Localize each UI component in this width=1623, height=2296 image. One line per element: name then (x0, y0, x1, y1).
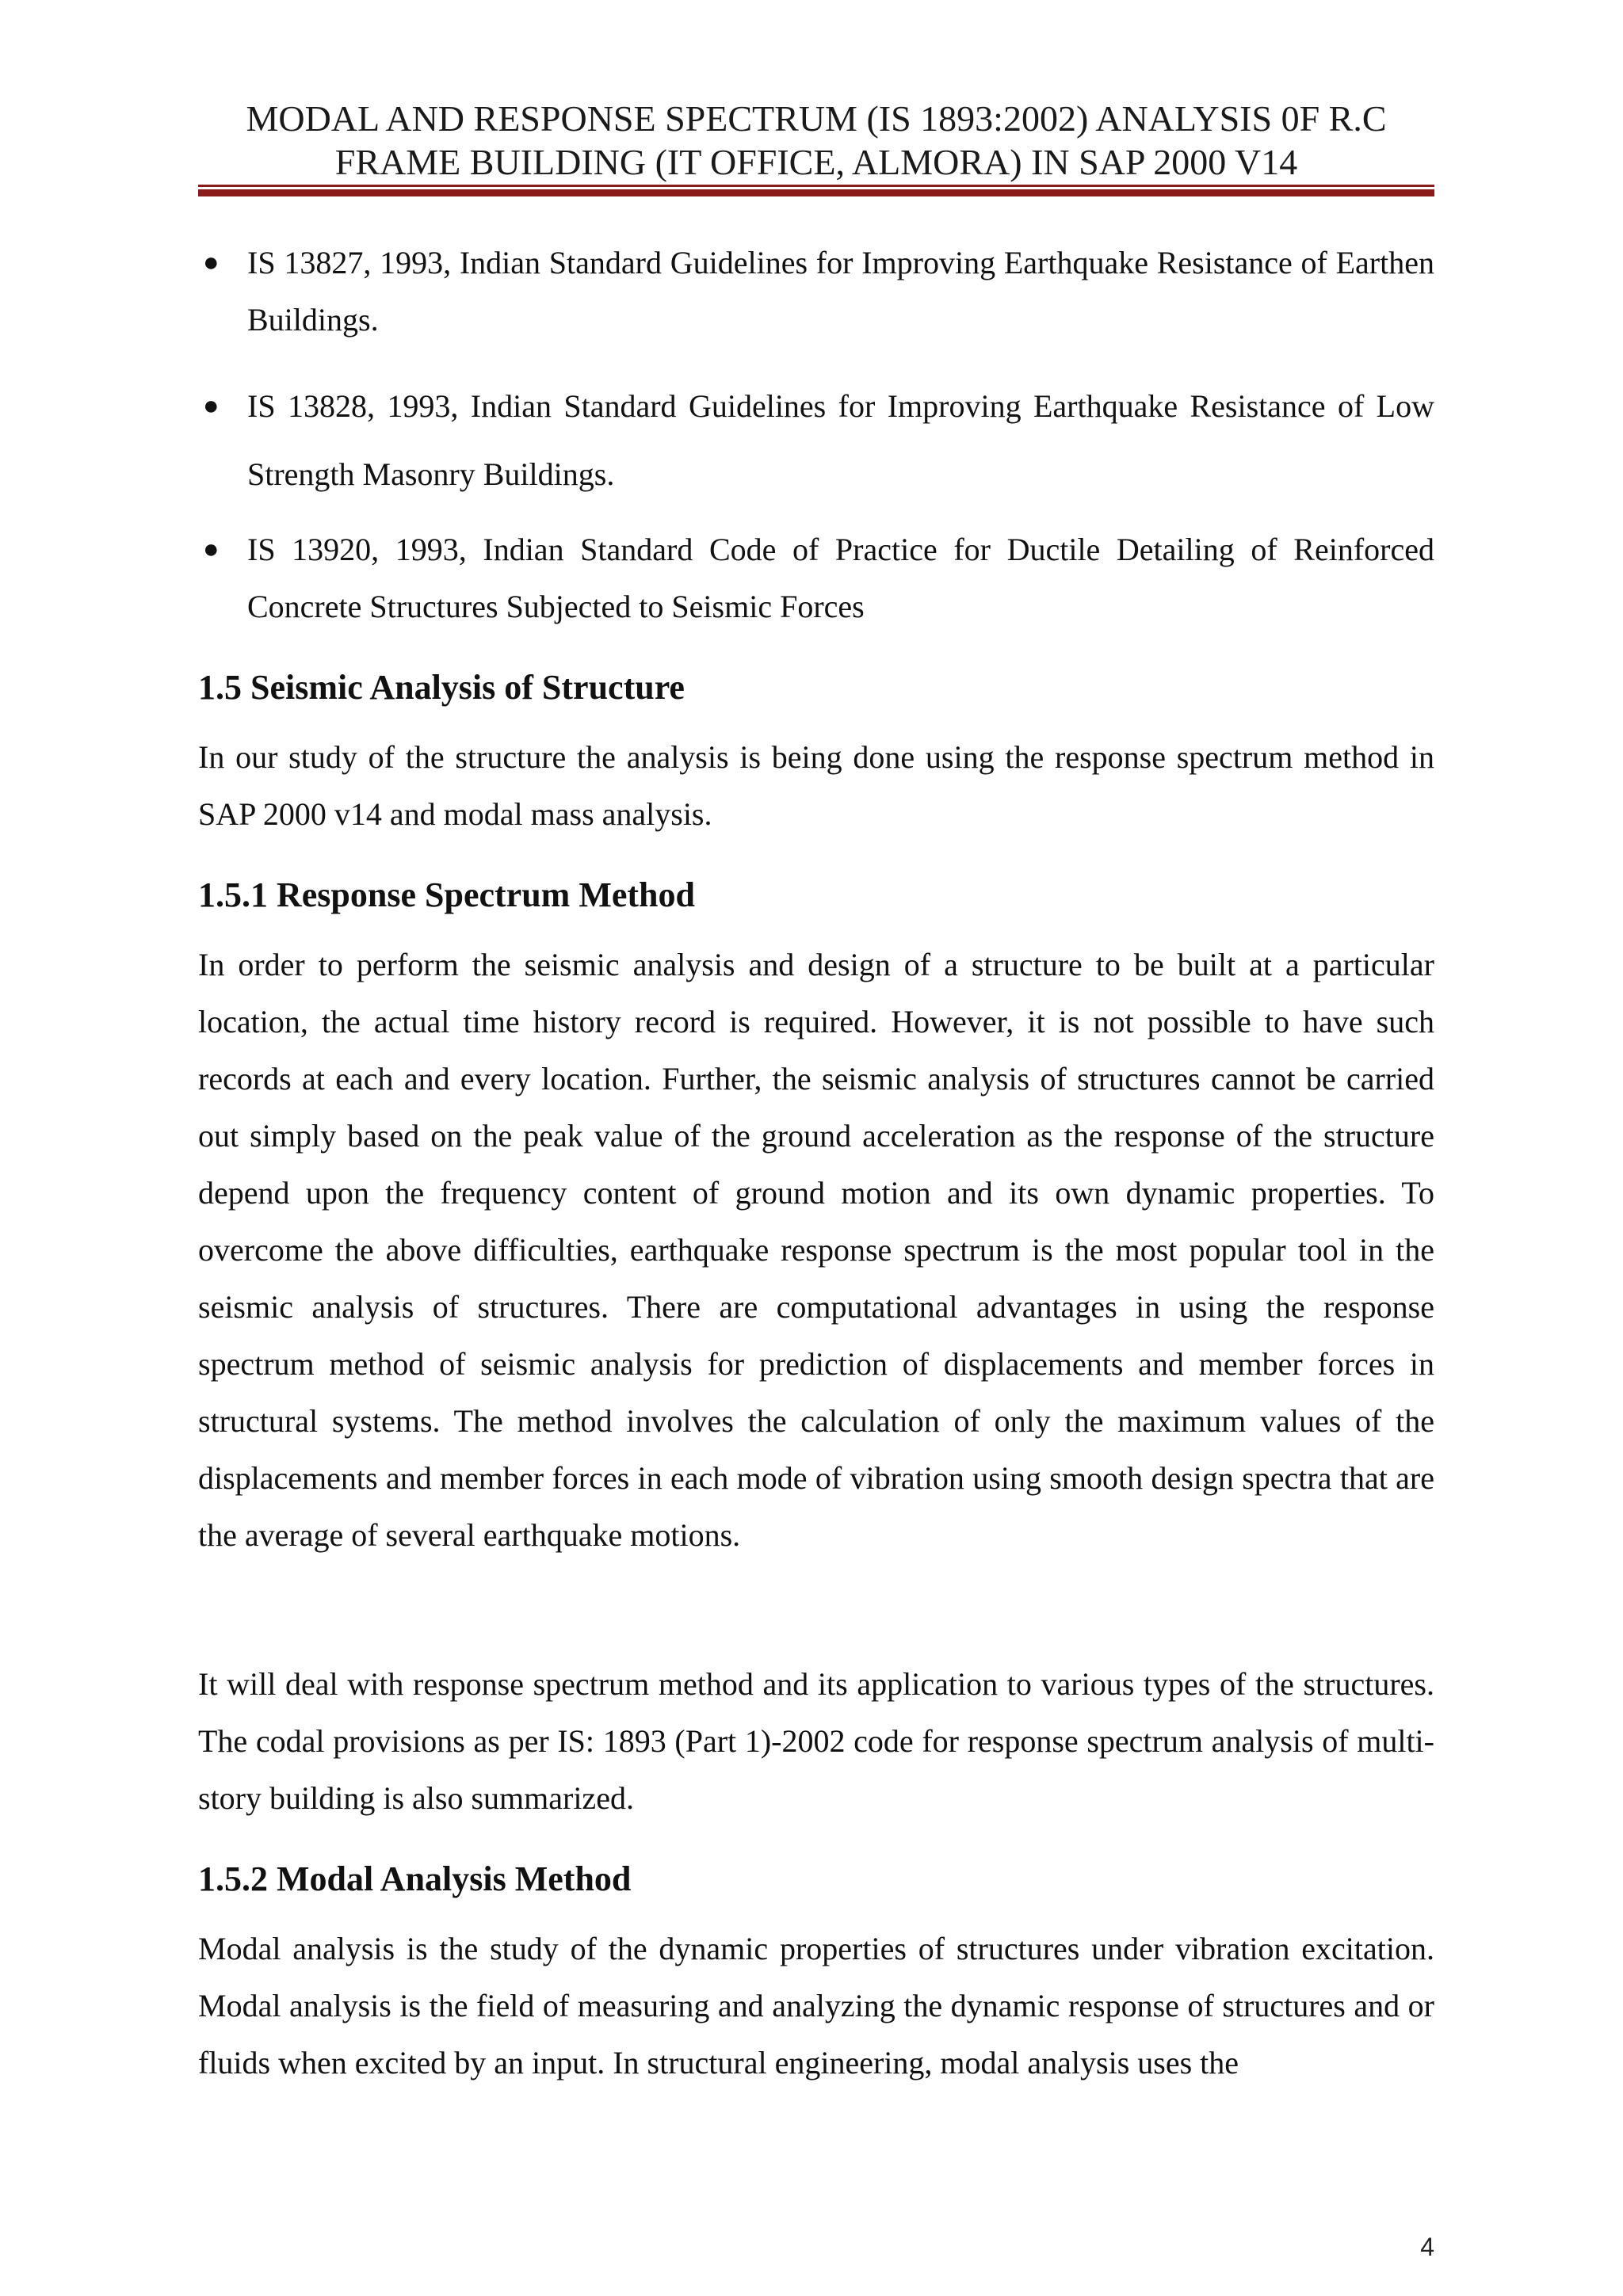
reference-text: IS 13920, 1993, Indian Standard Code of Practice for Ductile Detailing of Reinforced Concrete Structures Subjected to Seismic Forces (247, 532, 1434, 624)
section-1-5-1-paragraph-1: In order to perform the seismic analysis and design of a structure to be built at a particular location, the actual time history record is required. However, it is not possible to have such records at each and every location. Further, the seismic analysis of structures cannot be carried out simply based on the peak value of the ground acceleration as the response of the structure depend upon the frequency content of ground motion and its own dynamic properties. To overcome the above difficulties, earthquake response spectrum is the most popular tool in the seismic analysis of structures. There are computational advantages in using the response spectrum method of seismic analysis for prediction of displacements and member forces in structural systems. The method involves the calculation of only the maximum values of the displacements and member forces in each mode of vibration using smooth design spectra that are the average of several earthquake motions. (198, 947, 1434, 1553)
section-1-5-2-paragraph: Modal analysis is the study of the dynamic properties of structures under vibration excitation. Modal analysis is the field of measuring and analyzing the dynamic response of structures and or fluids when excited by an input. In structural engineering, modal analysis uses the (198, 1931, 1434, 2081)
header-title-line-2: FRAME BUILDING (IT OFFICE, ALMORA) IN SAP 2000 V14 (334, 142, 1298, 182)
section-heading-1-5-2: 1.5.2 Modal Analysis Method (198, 1859, 632, 1898)
reference-item (198, 235, 1434, 349)
reference-text: IS 13827, 1993, Indian Standard Guidelines for Improving Earthquake Resistance of Earthen Buildings. (247, 245, 1434, 338)
section-1-5-1-paragraph-2: It will deal with response spectrum method and its application to various types of the structures. The codal provisions as per IS: 1893 (Part 1)-2002 code for response spectrum analysis of multi-story building is also summarized. (198, 1666, 1434, 1816)
reference-text: IS 13828, 1993, Indian Standard Guidelines for Improving Earthquake Resistance of Low Strength Masonry Buildings. (247, 388, 1434, 492)
section-heading-1-5-1: 1.5.1 Response Spectrum Method (198, 875, 695, 914)
page-content (198, 235, 1434, 2107)
header-title-line-1: MODAL AND RESPONSE SPECTRUM (IS 1893:2002) ANALYSIS 0F R.C (246, 98, 1387, 139)
running-header (198, 97, 1434, 184)
paragraph-spacer (198, 1580, 1434, 1656)
reference-item (198, 372, 1434, 509)
bullet-icon: ● (203, 535, 220, 564)
bullet-icon: ● (203, 248, 220, 277)
reference-item (198, 521, 1434, 635)
header-rule-thick (198, 189, 1434, 196)
header-rule-thin (198, 185, 1434, 187)
page-number: 4 (1420, 2233, 1434, 2261)
bullet-icon: ● (203, 391, 220, 421)
reference-list (198, 235, 1434, 635)
section-heading-1-5: 1.5 Seismic Analysis of Structure (198, 668, 685, 707)
section-1-5-paragraph: In our study of the structure the analysis is being done using the response spectrum method in SAP 2000 v14 and modal mass analysis. (198, 739, 1434, 832)
